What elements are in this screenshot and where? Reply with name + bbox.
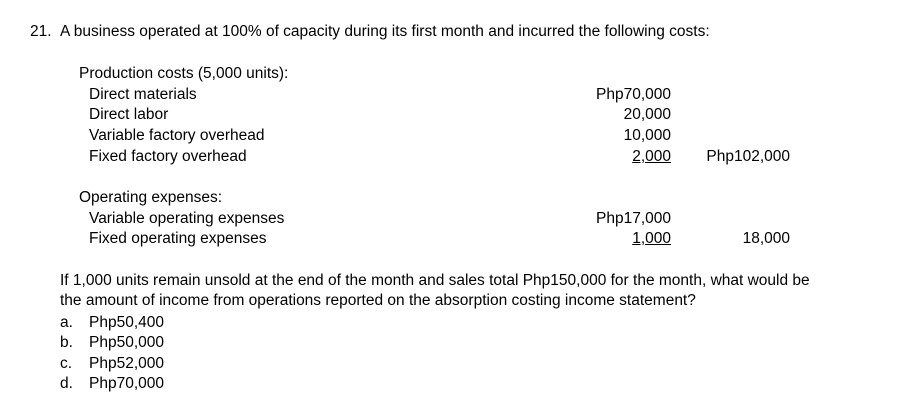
- choice-d-text: Php70,000: [89, 375, 164, 392]
- row-amount-direct-labor: 20,000: [623, 106, 671, 123]
- operating-heading: Operating expenses:: [79, 189, 223, 206]
- choice-c-letter: c.: [60, 355, 73, 372]
- row-label-direct-materials: Direct materials: [89, 86, 197, 103]
- row-label-direct-labor: Direct labor: [89, 106, 169, 123]
- prompt-line-2: the amount of income from operations reported on the absorption costing income statement?: [60, 292, 696, 309]
- choice-a-text: Php50,400: [89, 314, 164, 331]
- production-heading: Production costs (5,000 units):: [79, 65, 289, 82]
- operating-total: 18,000: [742, 230, 790, 247]
- row-label-fixed-factory-overhead: Fixed factory overhead: [89, 148, 247, 165]
- row-label-variable-operating-expenses: Variable operating expenses: [89, 210, 285, 227]
- choice-d-letter: d.: [60, 375, 73, 392]
- choice-b-text: Php50,000: [89, 334, 164, 351]
- row-amount-fixed-factory-overhead: 2,000: [632, 148, 671, 165]
- choice-a-letter: a.: [60, 314, 73, 331]
- row-amount-fixed-operating-expenses: 1,000: [632, 230, 671, 247]
- row-amount-variable-operating-expenses: Php17,000: [596, 210, 671, 227]
- choice-b-letter: b.: [60, 334, 73, 351]
- production-total: Php102,000: [706, 148, 790, 165]
- row-amount-variable-factory-overhead: 10,000: [623, 127, 671, 144]
- choice-c-text: Php52,000: [89, 355, 164, 372]
- prompt-line-1: If 1,000 units remain unsold at the end of the month and sales total Php150,000 for the month, what would be: [60, 272, 810, 289]
- row-amount-direct-materials: Php70,000: [596, 86, 671, 103]
- row-label-variable-factory-overhead: Variable factory overhead: [89, 127, 265, 144]
- row-label-fixed-operating-expenses: Fixed operating expenses: [89, 230, 267, 247]
- question-number: 21.: [30, 23, 52, 40]
- question-stem: A business operated at 100% of capacity during its first month and incurred the following costs:: [60, 23, 710, 40]
